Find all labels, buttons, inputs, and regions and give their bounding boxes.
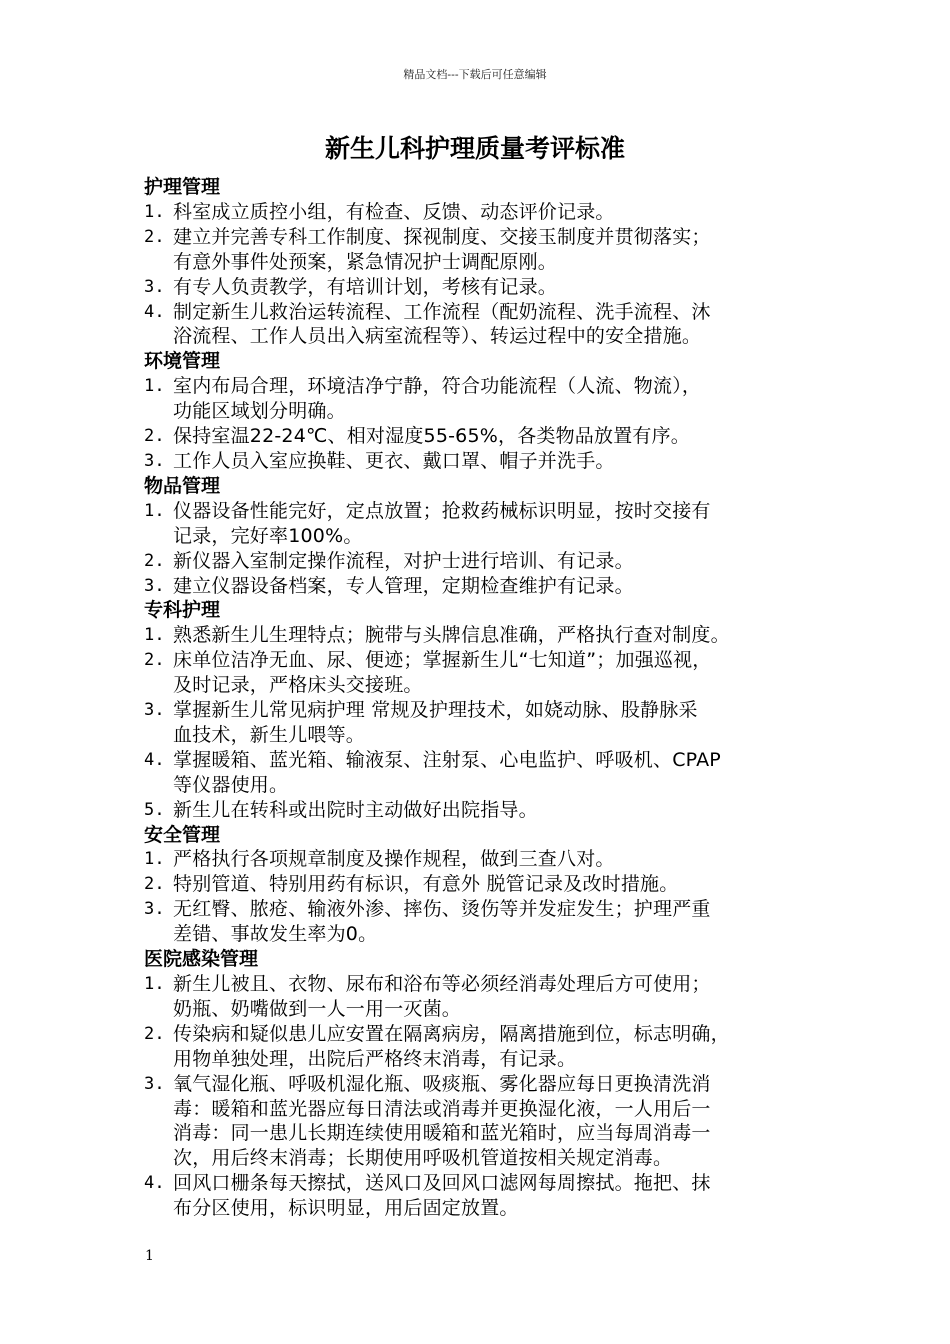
section-heading: 护理管理	[144, 176, 221, 198]
item-text: 保持室温22-24℃、相对湿度55-65%，各类物品放置有序。	[173, 425, 691, 448]
item-number: 2.	[144, 1023, 165, 1044]
list-item	[144, 748, 824, 798]
list-item	[144, 1072, 824, 1172]
item-text: 严格执行各项规章制度及操作规程，做到三查八对。	[173, 848, 615, 871]
list-item	[144, 499, 824, 549]
section-heading: 医院感染管理	[144, 948, 259, 971]
item-text: 床单位洁净无血、尿、便迹；掌握新生儿“七知道”；加强巡视， 及时记录，严格床头交接班。	[173, 649, 712, 697]
item-number: 3.	[144, 450, 165, 471]
item-number: 5.	[144, 799, 165, 820]
section-heading: 物品管理	[144, 474, 221, 497]
item-number: 3.	[144, 276, 165, 297]
item-text: 工作人员入室应换鞋、更衣、戴口罩、帽子并洗手。	[173, 449, 615, 472]
section-heading: 环境管理	[144, 350, 221, 373]
item-number: 2.	[144, 426, 165, 447]
page-number: 1	[145, 1248, 154, 1264]
list-item	[144, 698, 824, 748]
item-number: 1.	[144, 201, 165, 222]
list-item	[144, 275, 824, 300]
item-text: 仪器设备性能完好，定点放置；抢救药械标识明显，按时交接有 记录，完好率100%。	[173, 499, 711, 547]
item-number: 4.	[144, 301, 165, 322]
section-heading: 安全管理	[144, 823, 221, 846]
item-text: 无红臀、脓疮、输液外渗、摔伤、烫伤等并发症发生；护理严重 差错、事故发生率为0。	[173, 898, 711, 946]
item-number: 1.	[144, 625, 165, 646]
item-number: 4.	[144, 1173, 165, 1194]
item-number: 4.	[144, 749, 165, 770]
item-text: 新生儿被且、衣物、尿布和浴布等必须经消毒处理后方可使用； 奶瓶、奶嘴做到一人一用一灭菌。	[173, 973, 711, 1020]
list-item	[144, 648, 824, 698]
list-item	[144, 798, 824, 823]
list-item	[144, 847, 824, 872]
list-item	[144, 449, 824, 474]
list-item	[144, 897, 824, 947]
header-note: 精品文档---下载后可任意编辑	[403, 68, 547, 81]
list-item	[144, 374, 824, 424]
list-item	[144, 872, 824, 897]
item-number: 2.	[144, 550, 165, 571]
item-text: 室内布局合理，环境洁净宁静，符合功能流程（人流、物流）， 功能区域划分明确。	[173, 375, 702, 423]
list-item	[144, 1171, 824, 1221]
item-number: 3.	[144, 899, 165, 920]
item-number: 1.	[144, 500, 165, 521]
item-number: 1.	[144, 974, 165, 994]
item-text: 特别管道、特别用药有标识，有意外 脱管记录及改时措施。	[173, 873, 679, 896]
list-item	[144, 200, 824, 225]
item-number: 3.	[144, 1073, 165, 1094]
document-body	[144, 175, 824, 1221]
item-text: 有专人负责教学，有培训计划，考核有记录。	[173, 275, 558, 298]
list-item	[144, 225, 824, 275]
item-text: 熟悉新生儿生理特点；腕带与头牌信息准确，严格执行查对制度。	[173, 624, 730, 647]
item-text: 建立并完善专科工作制度、探视制度、交接玉制度并贯彻落实； 有意外事件处预案，紧急情况护士调配原刚。	[173, 225, 711, 273]
item-text: 制定新生儿救治运转流程、工作流程（配奶流程、洗手流程、沐 浴流程、工作人员出入病室流程等）、转运过程中的安全措施。	[173, 300, 711, 348]
section-heading: 专科护理	[144, 599, 221, 622]
document-title: 新生儿科护理质量考评标准	[324, 134, 625, 163]
item-number: 2.	[144, 874, 165, 895]
item-text: 新生儿在转科或出院时主动做好出院指导。	[173, 798, 538, 821]
item-text: 氧气湿化瓶、呼吸机湿化瓶、吸痰瓶、雾化器应每日更换清洗消 毒：暖箱和蓝光器应每日清法或消毒并更换湿化液，一人用后一 消毒：同一患儿长期连续使用暖箱和蓝光箱时，应当每周消毒一 次，用后终末消毒；长期使用呼吸机管道按相关规定消毒。	[173, 1072, 711, 1170]
item-number: 1.	[144, 849, 165, 870]
list-item	[144, 574, 824, 599]
list-item	[144, 972, 824, 1022]
item-text: 掌握暖箱、蓝光箱、输液泵、注射泵、心电监护、呼吸机、CPAP 等仪器使用。	[173, 748, 721, 796]
item-text: 掌握新生儿常见病护理 常规及护理技术，如娆动脉、股静脉采 血技术，新生儿喂等。	[173, 699, 698, 746]
list-item	[144, 424, 824, 449]
list-item	[144, 300, 824, 350]
item-text: 科室成立质控小组，有检查、反馈、动态评价记录。	[173, 200, 615, 223]
item-text: 回风口栅条每天擦拭，送风口及回风口滤网每周擦拭。拖把、抹 布分区使用，标识明显，用后固定放置。	[173, 1172, 711, 1220]
item-number: 3.	[144, 575, 165, 596]
item-text: 新仪器入室制定操作流程，对护士进行培训、有记录。	[173, 549, 634, 572]
item-text: 建立仪器设备档案，专人管理，定期检查维护有记录。	[173, 574, 634, 597]
item-number: 1.	[144, 376, 165, 397]
list-item	[144, 1022, 824, 1072]
list-item	[144, 623, 824, 648]
item-number: 3.	[144, 700, 165, 721]
item-number: 2.	[144, 650, 165, 671]
item-number: 2.	[144, 226, 165, 247]
list-item	[144, 549, 824, 574]
item-text: 传染病和疑似患儿应安置在隔离病房，隔离措施到位，标志明确， 用物单独处理，出院后严格终末消毒，有记录。	[173, 1022, 730, 1070]
